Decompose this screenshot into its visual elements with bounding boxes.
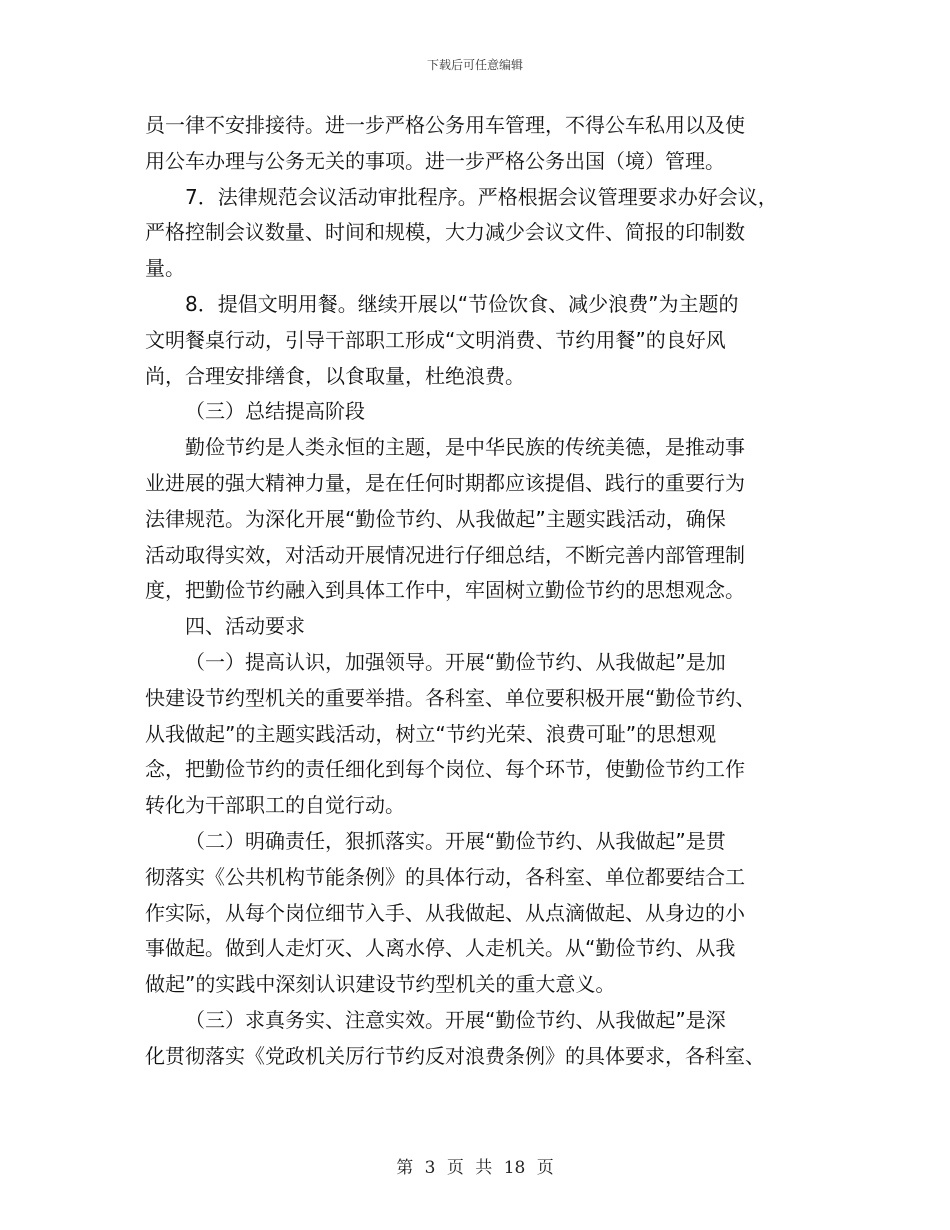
text-line: 做起”的实践中深刻认识建设节约型机关的重大意义。	[145, 972, 616, 997]
text-line: 度，把勤俭节约融入到具体工作中，牢固树立勤俭节约的思想观念。	[145, 578, 745, 603]
text-line: （三）求真务实、注意实效。开展“勤俭节约、从我做起”是深	[185, 1007, 726, 1032]
text-line: 事做起。做到人走灯灭、人离水停、人走机关。从“勤俭节约、从我	[145, 936, 736, 961]
text-line: 用公车办理与公务无关的事项。进一步严格公务出国（境）管理。	[145, 148, 725, 173]
section-heading: （三）总结提高阶段	[185, 399, 365, 424]
text-line: （一）提高认识，加强领导。开展“勤俭节约、从我做起”是加	[185, 649, 726, 674]
text-line: 彻落实《公共机构节能条例》的具体行动，各科室、单位都要结合工	[145, 864, 745, 889]
text-line: 量。	[145, 256, 185, 281]
text-line: 快建设节约型机关的重要举措。各科室、单位要积极开展“勤俭节约、	[145, 685, 756, 710]
text-line: 尚，合理安排缮食，以食取量，杜绝浪费。	[145, 363, 525, 388]
text-line: 化贯彻落实《党政机关厉行节约反对浪费条例》的具体要求，各科室、	[145, 1043, 765, 1068]
text-line: （二）明确责任，狠抓落实。开展“勤俭节约、从我做起”是贯	[185, 828, 726, 853]
text-line: 文明餐桌行动，引导干部职工形成“文明消费、节约用餐”的良好风	[145, 327, 726, 352]
text-line: 勤俭节约是人类永恒的主题，是中华民族的传统美德，是推动事	[185, 435, 745, 460]
text-line: 业进展的强大精神力量，是在任何时期都应该提倡、践行的重要行为	[145, 470, 745, 495]
page-header: 下载后可任意编辑	[426, 58, 523, 72]
text-line: 员一律不安排接待。进一步严格公务用车管理，不得公车私用以及使	[145, 113, 745, 137]
text-line: 活动取得实效，对活动开展情况进行仔细总结，不断完善内部管理制	[145, 542, 745, 567]
text-line: 7．法律规范会议活动审批程序。严格根据会议管理要求办好会议，	[185, 184, 778, 209]
text-line: 念，把勤俭节约的责任细化到每个岗位、每个环节，使勤俭节约工作	[145, 757, 745, 782]
text-line: 法律规范。为深化开展“勤俭节约、从我做起”主题实践活动，确保	[145, 506, 726, 531]
page-footer: 第 3 页 共 18 页	[396, 1158, 554, 1178]
section-heading: 四、活动要求	[185, 614, 305, 639]
text-line: 转化为干部职工的自觉行动。	[145, 793, 405, 818]
text-line: 从我做起”的主题实践活动，树立“节约光荣、浪费可耻”的思想观	[145, 721, 717, 746]
text-line: 作实际，从每个岗位细节入手、从我做起、从点滴做起、从身边的小	[145, 900, 745, 925]
text-line: 严格控制会议数量、时间和规模，大力减少会议文件、简报的印制数	[145, 220, 745, 245]
document-body	[145, 108, 817, 1075]
text-line: 8．提倡文明用餐。继续开展以“节俭饮食、减少浪费”为主题的	[185, 291, 739, 316]
